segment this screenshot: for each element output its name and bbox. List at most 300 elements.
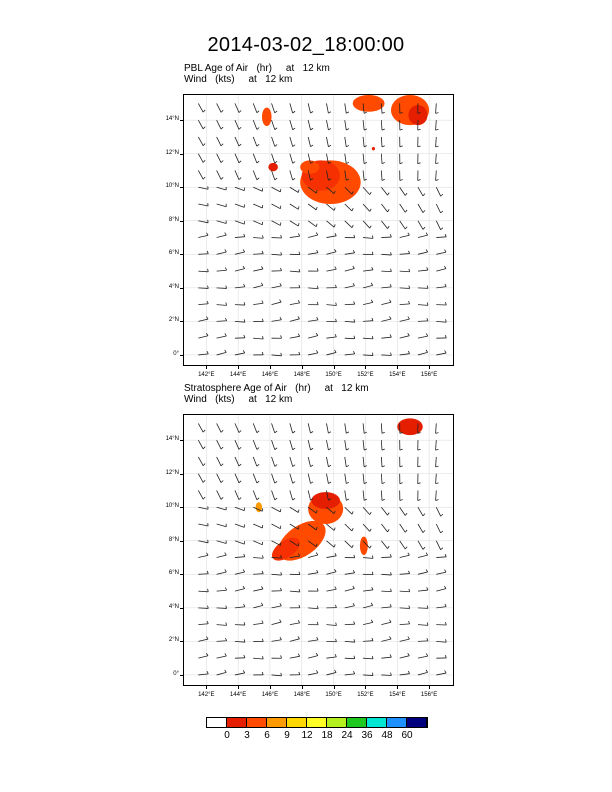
wind-barb [436, 557, 446, 558]
colorbar-label: 18 [321, 730, 333, 741]
latitude-tick [180, 641, 184, 642]
longitude-label: 152°E [357, 692, 374, 698]
wind-barb [345, 286, 355, 288]
wind-barb [436, 457, 437, 467]
wind-barb [198, 235, 208, 237]
wind-barb [326, 657, 336, 658]
wind-barb [326, 556, 336, 558]
wind-barb-flag [225, 233, 227, 236]
latitude-label: 14°N [165, 436, 179, 443]
wind-barb-flag [444, 586, 446, 589]
wind-barb-flag [244, 554, 245, 557]
wind-barb-flag [221, 110, 223, 112]
wind-barb [326, 236, 336, 238]
wind-barb-flag [298, 334, 299, 337]
age-of-air-patch [334, 186, 350, 199]
wind-barb [363, 457, 364, 467]
latitude-tick [180, 154, 184, 155]
wind-barb [253, 490, 257, 499]
wind-barb-flag [257, 448, 259, 450]
colorbar-swatch [327, 718, 347, 727]
wind-barb-flag [203, 447, 205, 449]
wind-barb-flag [335, 654, 336, 657]
wind-barb [217, 170, 221, 179]
wind-barb [198, 304, 208, 305]
wind-barb-flag [382, 146, 385, 147]
wind-barb-flag [388, 209, 390, 212]
wind-barb [345, 474, 347, 484]
wind-barb [253, 558, 263, 559]
wind-barb-flag [408, 251, 409, 254]
wind-barb-flag [382, 466, 385, 467]
pbl-map-canvas [184, 95, 453, 365]
wind-barb-flag [444, 250, 446, 253]
wind-barb-flag [426, 569, 428, 572]
wind-barb-flag [418, 449, 421, 450]
wind-barb-flag [408, 653, 410, 656]
wind-barb [363, 120, 364, 130]
wind-barb-flag [243, 569, 245, 572]
wind-barb-flag [244, 335, 245, 338]
wind-barb-flag [382, 432, 385, 433]
wind-barb [345, 457, 347, 467]
wind-barb [345, 269, 355, 272]
wind-barb-flag [207, 301, 208, 304]
longitude-tick [270, 685, 271, 689]
wind-barb-flag [261, 266, 263, 269]
wind-barb [326, 440, 328, 450]
wind-barb [217, 270, 227, 271]
wind-barb-flag [346, 499, 349, 500]
wind-barb [290, 103, 293, 113]
wind-barb-flag [275, 145, 277, 147]
wind-barb [235, 170, 239, 179]
wind-barb [363, 524, 370, 531]
wind-barb-flag [328, 448, 331, 450]
wind-barb-flag [293, 145, 295, 147]
wind-barb-flag [346, 482, 349, 483]
wind-barb-flag [280, 637, 281, 640]
wind-barb [436, 120, 437, 130]
wind-barb-flag [390, 554, 391, 557]
age-of-air-patch [300, 160, 319, 173]
latitude-label: 0° [173, 670, 179, 677]
wind-barb-flag [328, 482, 331, 484]
wind-barb-flag [372, 267, 373, 270]
wind-barb [400, 624, 410, 625]
wind-barb-flag [203, 480, 205, 482]
age-of-air-field [256, 418, 423, 568]
wind-barb [290, 474, 293, 484]
wind-barb-flag [370, 192, 371, 195]
wind-barb [235, 541, 244, 544]
wind-barb [272, 120, 275, 129]
wind-barb [235, 120, 239, 129]
wind-barb-flag [445, 284, 446, 287]
wind-barb-flag [335, 587, 336, 590]
wind-barb-flag [382, 449, 385, 450]
longitude-label: 146°E [261, 372, 279, 378]
wind-barb-flag [298, 223, 299, 226]
wind-barb [235, 423, 239, 432]
wind-barb [253, 170, 257, 179]
wind-barb [217, 336, 227, 338]
wind-barb-flag [445, 234, 446, 237]
wind-barb-flag [335, 334, 336, 337]
wind-barb-flag [372, 587, 373, 590]
wind-barb [308, 474, 310, 484]
wind-barb [381, 657, 391, 658]
wind-barb [400, 319, 410, 321]
wind-barb [326, 672, 336, 675]
wind-barb-flag [389, 316, 391, 319]
wind-barb-flag [441, 548, 443, 550]
wind-barb-flag [334, 670, 336, 673]
wind-barb-flag [244, 655, 245, 658]
wind-barb [418, 656, 428, 658]
wind-barb [308, 204, 316, 210]
wind-barb [198, 336, 208, 338]
wind-barb-flag [389, 300, 391, 303]
wind-barb-flag [426, 233, 428, 236]
wind-barb-flag [353, 250, 354, 253]
wind-barb [235, 269, 245, 271]
wind-barb-flag [298, 636, 300, 638]
wind-barb-flag [311, 465, 314, 467]
wind-barb [436, 187, 440, 196]
wind-barb-flag [239, 144, 241, 146]
wind-barb [253, 541, 262, 545]
wind-barb-flag [280, 620, 282, 622]
wind-barb [418, 270, 428, 271]
wind-barb [418, 204, 423, 213]
wind-barb-flag [405, 513, 407, 515]
wind-barb [308, 457, 310, 467]
wind-barb-flag [203, 463, 205, 465]
wind-barb [308, 103, 310, 113]
wind-barb-flag [445, 670, 446, 673]
wind-barb [253, 524, 262, 528]
wind-barb-flag [328, 465, 331, 467]
wind-barb-flag [203, 497, 205, 499]
wind-barb [436, 103, 437, 113]
wind-barb [345, 524, 352, 531]
wind-barb-flag [390, 654, 391, 657]
wind-barb-flag [370, 529, 371, 532]
wind-barb [235, 103, 239, 112]
longitude-tick [429, 685, 430, 689]
wind-barb [436, 490, 437, 500]
wind-barb-flag [390, 334, 391, 337]
wind-barb [400, 221, 406, 229]
wind-barb [308, 555, 318, 558]
wind-barb [418, 352, 428, 355]
panel2-title-line2: Wind (kts) at 12 km [184, 394, 293, 405]
wind-barb [381, 490, 382, 500]
wind-barb [253, 623, 263, 624]
wind-barb-flag [257, 161, 259, 163]
wind-barb [400, 524, 406, 532]
wind-barb-flag [203, 430, 205, 432]
wind-barb-flag [408, 621, 409, 624]
wind-barb-flag [346, 129, 349, 130]
wind-barb [418, 221, 423, 230]
wind-barb [253, 154, 257, 163]
wind-barb-flag [225, 670, 227, 673]
wind-barb-flag [262, 621, 263, 624]
wind-barb [418, 187, 423, 196]
wind-barb-flag [353, 570, 354, 573]
colorbar-swatch [267, 718, 287, 727]
wind-barb-flag [427, 638, 428, 641]
wind-barb-flag [206, 637, 208, 640]
wind-barb-flag [221, 481, 223, 483]
wind-barb-flag [445, 350, 446, 353]
wind-barb [363, 270, 373, 271]
wind-barb [381, 423, 382, 433]
longitude-tick [206, 365, 207, 369]
wind-barb-flag [298, 300, 299, 303]
wind-barb [345, 507, 352, 514]
wind-barb [235, 572, 245, 574]
wind-barb-flag [299, 605, 300, 608]
wind-barb [235, 457, 239, 466]
longitude-tick [429, 365, 430, 369]
colorbar-label: 60 [401, 730, 413, 741]
wind-barb-flag [426, 350, 428, 352]
wind-barbs [198, 423, 446, 675]
wind-barb-flag [400, 146, 403, 147]
longitude-tick [238, 365, 239, 369]
wind-barb-flag [221, 447, 223, 449]
wind-barb-flag [316, 350, 318, 353]
wind-barb-flag [328, 432, 331, 434]
wind-barb-flag [400, 483, 403, 484]
wind-barb-flag [334, 350, 336, 353]
wind-barb [326, 269, 336, 271]
wind-barb [363, 558, 373, 559]
wind-barb [217, 154, 221, 163]
wind-barb-flag [334, 249, 336, 251]
wind-barb-flag [346, 465, 349, 466]
wind-barb-flag [275, 111, 277, 113]
wind-barb-flag [317, 317, 318, 320]
wind-barb [436, 137, 437, 147]
wind-barb-flag [207, 621, 208, 624]
wind-barb-flag [346, 145, 349, 146]
wind-barb-flag [221, 161, 223, 163]
wind-barb-flag [441, 531, 443, 533]
latitude-label: 10°N [165, 503, 179, 510]
wind-barb-flag [354, 621, 355, 624]
wind-barb [198, 555, 208, 557]
wind-barb [217, 423, 221, 432]
wind-barb [253, 285, 263, 288]
wind-barb [363, 170, 364, 180]
wind-barb-flag [293, 128, 295, 130]
latitude-tick [180, 321, 184, 322]
wind-barb-flag [203, 143, 205, 145]
wind-barb-flag [388, 513, 390, 516]
wind-barb [326, 305, 336, 306]
wind-barb [326, 457, 328, 467]
wind-barb [253, 457, 257, 466]
wind-barb [253, 605, 263, 608]
wind-barb [272, 137, 275, 146]
wind-barb [198, 187, 208, 189]
wind-barb-flag [441, 194, 443, 196]
longitude-tick [238, 685, 239, 689]
wind-barb-flag [400, 449, 403, 450]
latitude-label: 6°N [168, 250, 179, 257]
wind-barb [198, 507, 208, 509]
wind-barb [198, 490, 203, 499]
wind-barb [290, 204, 298, 209]
latitude-tick [180, 355, 184, 356]
wind-barb [345, 204, 352, 211]
longitude-tick [365, 685, 366, 689]
longitude-label: 148°E [293, 372, 310, 378]
wind-barb-flag [389, 636, 391, 639]
wind-barb-flag [293, 431, 295, 433]
wind-barb-flag [390, 234, 391, 237]
wind-barb-flag [239, 464, 241, 466]
wind-barb [253, 269, 263, 271]
wind-barb-flag [317, 250, 318, 253]
wind-barb-flag [207, 351, 208, 354]
wind-barb-flag [418, 483, 421, 484]
wind-barb-flag [426, 670, 428, 672]
wind-barb-flag [445, 302, 446, 305]
graticule [184, 95, 453, 365]
wind-barb-flag [371, 620, 373, 623]
wind-barb [235, 154, 239, 163]
wind-barb [272, 302, 282, 305]
wind-barb [436, 353, 446, 355]
colorbar-label: 24 [341, 730, 353, 741]
wind-barb [272, 524, 281, 529]
wind-barb [253, 440, 257, 449]
wind-barb-flag [328, 112, 331, 114]
wind-barb [418, 507, 423, 516]
wind-barb [381, 271, 391, 272]
wind-barb [198, 524, 208, 526]
wind-barb-flag [293, 162, 295, 164]
wind-barb [381, 440, 382, 450]
wind-barb-flag [275, 178, 277, 180]
wind-barb [345, 440, 347, 450]
wind-barb [436, 541, 440, 550]
colorbar-label: 12 [301, 730, 313, 741]
wind-barb [217, 672, 227, 675]
wind-barb-flag [388, 546, 390, 549]
wind-barb-flag [426, 553, 428, 556]
wind-barb [217, 524, 227, 527]
wind-barb-flag [243, 586, 245, 589]
wind-barb-flag [418, 146, 421, 147]
wind-barb-flag [293, 498, 295, 500]
wind-barb-flag [244, 284, 245, 287]
wind-barb [381, 221, 387, 229]
wind-barb [381, 187, 387, 195]
wind-barb-flag [293, 465, 295, 467]
wind-barb [381, 507, 387, 515]
wind-barb [326, 625, 336, 626]
wind-barb-flag [281, 235, 282, 238]
panel1-title-line2: Wind (kts) at 12 km [184, 74, 293, 85]
wind-barb [418, 252, 428, 254]
wind-barb [217, 572, 227, 574]
wind-barb-flag [400, 179, 403, 180]
wind-barb [253, 474, 257, 483]
wind-barb-flag [352, 511, 353, 514]
wind-barb-flag [353, 283, 355, 286]
longitude-label: 146°E [261, 692, 279, 698]
wind-barb-flag [243, 249, 245, 252]
wind-barb-flag [405, 210, 407, 212]
wind-barb [381, 120, 382, 130]
wind-barb-flag [225, 553, 227, 556]
wind-barb [290, 170, 293, 180]
wind-barb-flag [382, 483, 385, 484]
latitude-tick [180, 675, 184, 676]
wind-barb [418, 555, 428, 557]
wind-barb-flag [293, 448, 295, 450]
longitude-label: 154°E [389, 372, 406, 378]
wind-barb [290, 187, 298, 192]
wind-barb-flag [423, 547, 425, 549]
colorbar-label: 0 [224, 730, 230, 741]
wind-barb-flag [225, 249, 227, 252]
longitude-label: 152°E [357, 372, 374, 378]
wind-barb-flag [257, 464, 259, 466]
wind-barb-flag [445, 335, 446, 338]
wind-barb-flag [239, 481, 241, 483]
wind-barb [290, 639, 300, 642]
wind-barb [326, 474, 328, 484]
wind-barb-flag [390, 604, 391, 607]
wind-barb [345, 589, 355, 592]
wind-barb [217, 507, 227, 510]
wind-barb [436, 423, 437, 433]
wind-barb-flag [427, 267, 428, 270]
wind-barb-flag [389, 620, 391, 623]
wind-barb [290, 236, 300, 237]
wind-barbs [198, 103, 446, 355]
wind-barb [253, 589, 263, 591]
wind-barb-flag [206, 653, 208, 656]
longitude-tick [270, 365, 271, 369]
wind-barb [235, 221, 244, 224]
wind-barb [198, 170, 203, 179]
longitude-label: 144°E [229, 372, 247, 378]
wind-barb-flag [206, 333, 208, 336]
wind-barb-flag [298, 190, 299, 193]
wind-barb-flag [371, 603, 373, 606]
wind-barb-flag [316, 653, 318, 655]
wind-barb-flag [328, 128, 331, 130]
wind-barb-flag [335, 233, 336, 236]
wind-barb [345, 423, 347, 433]
wind-barb [198, 154, 203, 163]
wind-barb-flag [382, 112, 385, 113]
wind-barb-flag [311, 448, 314, 450]
wind-barb [436, 154, 437, 164]
wind-barb-flag [382, 163, 385, 164]
wind-barb-flag [207, 553, 209, 556]
wind-barb-flag [244, 604, 245, 607]
wind-barb-flag [334, 544, 335, 547]
